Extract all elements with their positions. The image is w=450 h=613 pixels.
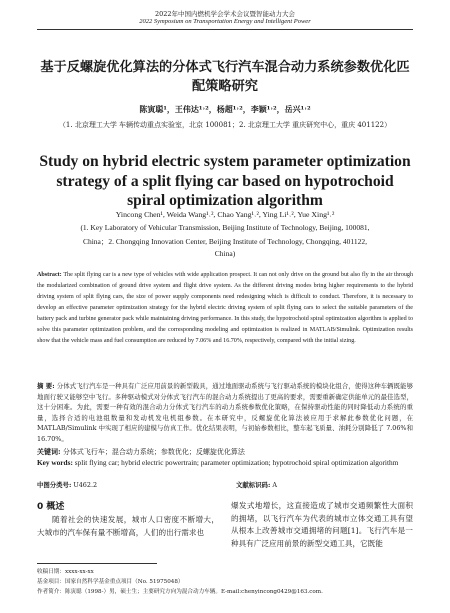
keywords-en-label: Key words: <box>37 458 73 467</box>
authors-en: Yincong Chen¹, Weida Wang¹˒², Chao Yang¹˒², Ying Li¹˒², Yue Xing¹˒² <box>115 210 335 219</box>
affiliation-cn: （1. 北京理工大学 车辆传动重点实验室，北京 100081；2. 北京理工大学 重庆研究中心，重庆 401122） <box>58 121 392 129</box>
abstract-cn-text: 分体式飞行汽车是一种具有广泛应用前景的新型载具，通过地面驱动系统与飞行驱动系统的模块化组合，使得这种车辆既能够地面行驶又能够空中飞行。多种驱动模式对分体式飞行汽车的混合动力系统提出了更高的要求，需要重新确定供能单元的最佳选型，这十分困难。为此，需要一种有效的混合动力分体式飞行汽车的动力系统参数优化策略，在保持驱动性能的同时降低动力系统的重量，选择合适的电池组数量和发动机发电机组参数。在本研究中，反螺旋优化算法被应用于求解此参数优化问题，在 MATLAB/Simulink 中实现了相应的建模与仿真工作。优化结果表明，与初始参数相比，整车起飞质量、油耗分别降低了 7.06%和 16.70%。 <box>37 382 413 443</box>
abstract-en-text: The split flying car is a new type of vehicles with wide application prospect. It can not only drive on the ground but also fly in the air through the modularized combination of ground drive system and flight drive system. As the different driving modes bring higher requirements to the hybrid driving system of split flying cars, the size of power supply components need redesigning which is difficult to conduct. Therefore, it is necessary to develop an effective parameter optimization strategy for the hybrid electric driving system of split flying cars to select the suitable parameters of the battery pack and turbine generator pack while maintaining driving performance. In this study, the hypotrochoid spiral optimization algorithm is applied to solve this parameter optimization problem, and the corresponding modeling and optimization is realized in MATLAB/Simulink. Optimization results show that the vehicle mass and fuel consumption are reduced by 7.06% and 16.70%, respectively, compared with the initial sizing. <box>37 272 414 344</box>
clc-label: 中图分类号: <box>37 481 72 489</box>
abstract-cn <box>37 381 413 445</box>
doc-code-value: A <box>272 481 277 489</box>
keywords-cn-text: 分体式飞行车；混合动力系统；参数优化；反螺旋优化算法 <box>62 448 245 456</box>
affiliation-en-line3: China) <box>214 249 236 258</box>
keywords-cn-label: 关键词: <box>37 447 61 456</box>
abstract-en <box>37 270 413 347</box>
keywords-en <box>37 458 413 469</box>
header-rule <box>37 29 413 30</box>
clc-value: U462.2 <box>73 481 98 489</box>
title-cn: 基于反螺旋优化算法的分体式飞行汽车混合动力系统参数优化匹配策略研究 <box>40 60 410 94</box>
footnote-author: 作者简介：陈寅聪（1998-）男，硕士生；主要研究方向为混合动力车辆。E-mail:chenyincong0429@163.com. <box>37 589 323 595</box>
body-col-left: 随着社会的快速发展，城市人口密度不断增大，大城市的汽车保有量不断增高，人们的出行需求也 <box>37 515 219 537</box>
authors-cn: 陈寅聪¹，王伟达¹˒²，杨超¹˒²，李颖¹˒²，岳兴¹˒² <box>139 104 311 114</box>
footnote-received: 收稿日期：xxxx-xx-xx <box>37 569 94 575</box>
running-header-cn: 2022年中国内燃机学会学术会议暨智能动力大会 <box>154 10 296 18</box>
running-header-en: 2022 Symposium on Transportation Energy and Intelligent Power <box>139 18 311 25</box>
footnote-rule <box>37 563 157 564</box>
keywords-en-text: split flying car; hybrid electric powertrain; parameter optimization; hypotrochoid spiral optimization algorithm <box>74 458 399 467</box>
section-heading: 0 概述 <box>37 502 65 512</box>
body-col-right: 爆发式地增长，这直接造成了城市交通频繁性大面积的拥堵，以飞行汽车为代表的城市立体交通工具有望从根本上改善城市交通拥堵的问题[1]。飞行汽车是一种具有广泛应用前景的新型交通工具，它既能 <box>231 501 413 548</box>
footnote-fund: 基金项目：国家自然科学基金重点项目（No. 51975048） <box>37 579 184 585</box>
keywords-cn <box>37 447 413 458</box>
doc-code-label: 文献标识码: <box>236 481 271 489</box>
clc-number <box>37 480 97 489</box>
affiliation-en-line1: (1. Key Laboratory of Vehicular Transmission, Beijing Institute of Technology, Beijing, 100081, <box>80 223 370 232</box>
abstract-en-label: Abstract: <box>37 272 62 278</box>
affiliation-en-line2: China；2. Chongqing Innovation Center, Beijing Institute of Technology, Chongqing, 401122, <box>82 237 368 246</box>
title-en: Study on hybrid electric system parameter optimization strategy of a split flying car based on hypotrochoid spiral optimization algorithm <box>39 153 411 209</box>
abstract-cn-label: 摘 要: <box>37 382 55 390</box>
document-code <box>236 480 277 489</box>
